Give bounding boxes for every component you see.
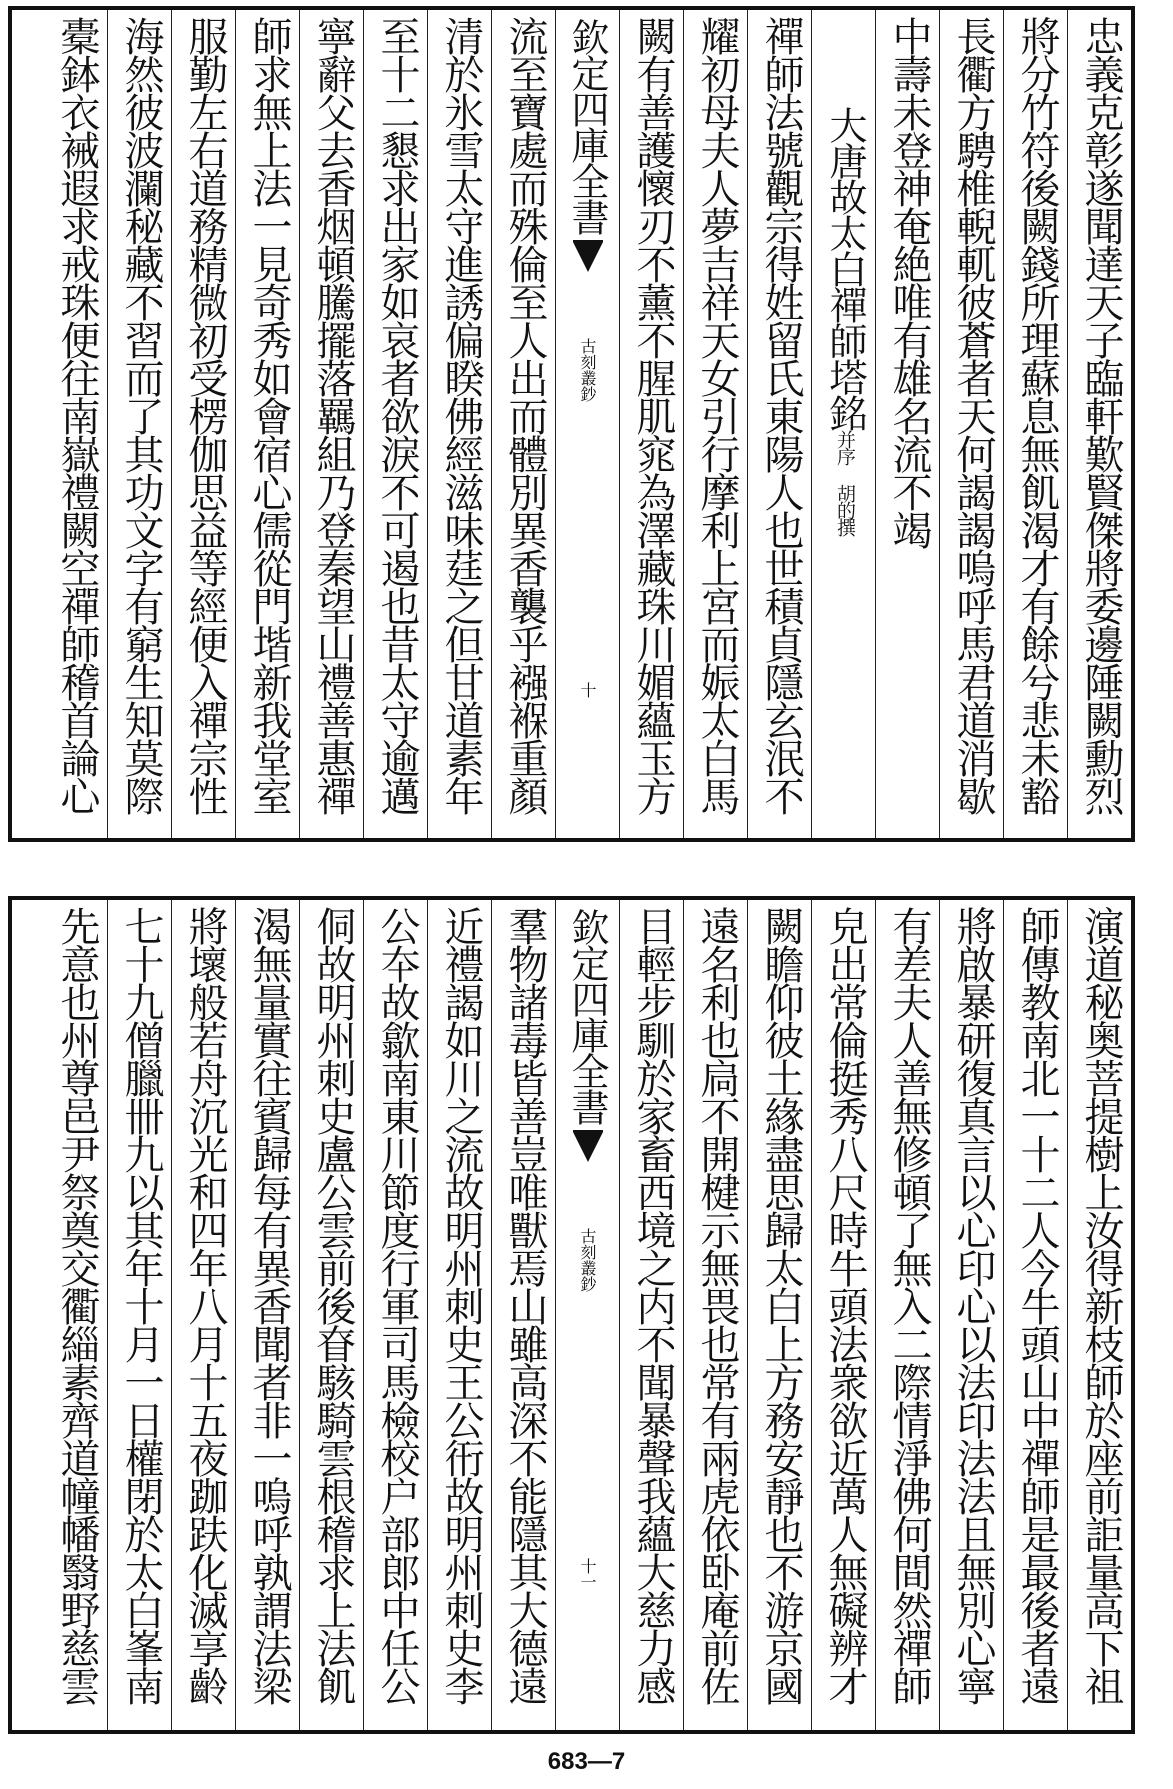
text-column	[619, 10, 683, 838]
text-column	[811, 900, 875, 1730]
text-column	[43, 10, 107, 838]
text-column	[171, 10, 235, 838]
text-column	[363, 900, 427, 1730]
text-column	[491, 10, 555, 838]
column-text: 師傳教南北一十二人今牛頭山中禪師是最後者遠	[1014, 906, 1060, 1704]
text-column	[43, 900, 107, 1730]
text-column	[875, 900, 939, 1730]
text-column	[235, 900, 299, 1730]
column-text: 近禮謁如川之流故明州刺史王公衎故明州刺史李	[438, 906, 484, 1704]
column-text: 侗故明州刺史盧公雲前後眘駭騎雲根稽求上法飢	[310, 906, 356, 1704]
text-column	[747, 900, 811, 1730]
text-column	[1067, 900, 1131, 1730]
column-text: 寧辭父去香烟頓騰擺落羈組乃登秦望山禮善惠禪	[310, 16, 356, 814]
text-column	[619, 900, 683, 1730]
text-column	[107, 900, 171, 1730]
text-column	[235, 10, 299, 838]
column-text: 演道秘奥菩提樹上汝得新枝師於座前詎量高下祖	[1078, 906, 1124, 1704]
column-text: 皃出常倫挺秀八尺時牛頭法衆欲近萬人無礙辨才	[822, 906, 868, 1704]
column-text: 羣物諸毒皆善豈唯獸焉山雖高深不能隱其大德遠	[502, 906, 548, 1704]
column-text: 大唐故太白禪師塔銘	[823, 106, 867, 430]
column-text: 闕瞻仰彼土緣盡思歸太白上方務安靜也不游京國	[758, 906, 804, 1704]
column-text: 七十九僧臘卌九以其年十月一日權閉於太白峯南	[118, 906, 164, 1704]
column-text: 闕有善護懷刃不薰不腥肌窕為澤藏珠川媚蘊玉方	[630, 16, 676, 814]
text-column	[107, 10, 171, 838]
text-column	[171, 900, 235, 1730]
bottom-page-panel	[8, 896, 1135, 1734]
column-text: 將分竹符後闕錢所理蘇息無飢渴才有餘兮悲未豁	[1014, 16, 1060, 814]
column-text: 公夲故歙南東川節度行軍司馬檢校户部郎中任公	[374, 906, 420, 1704]
column-text: 師求無上法一見奇秀如會宿心儒從門堦新我堂室	[246, 16, 292, 814]
banner-leaf-number: 十	[578, 682, 597, 698]
text-column	[427, 900, 491, 1730]
column-text: 先意也州尊邑尹祭奠交衢緇素齊道幢幡翳野慈雲	[54, 906, 100, 1704]
top-page-panel	[8, 6, 1135, 842]
text-column	[939, 900, 1003, 1730]
banner-source-title: 古刻叢鈔	[578, 338, 597, 402]
column-text: 至十二懇求出家如哀者欲淚不可遏也昔太守逾邁	[374, 16, 420, 814]
author-note: 并序 胡的撰	[834, 430, 856, 535]
column-text: 遠名利也扃不開楗示無畏也常有兩虎依卧庵前佐	[694, 906, 740, 1704]
column-text: 將啟暴研復真言以心印心以法印法法且無別心寧	[950, 906, 996, 1704]
bottom-columns	[12, 900, 1131, 1730]
column-text: 有差夫人善無修頓了無入二際情淨佛何間然禪師	[886, 906, 932, 1704]
margin-banner	[555, 900, 619, 1730]
column-text: 流至寶處而殊倫至人出而體別異香襲乎襁褓重顏	[502, 16, 548, 814]
column-text: 清於氷雪太守進誘偏睽佛經滋味莛之但甘道素年	[438, 16, 484, 814]
text-column	[875, 10, 939, 838]
text-column	[683, 900, 747, 1730]
column-text: 橐鉢衣裓遐求戒珠便往南嶽禮闕空禪師稽首論心	[54, 16, 100, 814]
text-column	[747, 10, 811, 838]
text-column	[491, 900, 555, 1730]
fishtail-mark-icon	[573, 240, 603, 288]
column-text: 禪師法號觀宗得姓留氏東陽人也世積貞隱玄泯不	[758, 16, 804, 814]
margin-banner	[555, 10, 619, 838]
fishtail-mark-icon	[573, 1130, 603, 1178]
inscription-title-column	[811, 10, 875, 838]
banner-book-title: 欽定四庫全書	[565, 18, 609, 234]
text-column	[939, 10, 1003, 838]
text-column	[427, 10, 491, 838]
column-text: 海然彼波瀾秘藏不習而了其功文字有窮生知莫際	[118, 16, 164, 814]
text-column	[363, 10, 427, 838]
banner-source-title: 古刻叢鈔	[578, 1228, 597, 1292]
text-column	[1067, 10, 1131, 838]
column-text: 長衢方騁椎輗軏彼蒼者天何謁謁嗚呼馬君道消歇	[950, 16, 996, 814]
banner-book-title: 欽定四庫全書	[565, 908, 609, 1124]
page-number: 683—7	[547, 1748, 626, 1775]
column-text: 將壞般若舟沉光和四年八月十五夜跏趺化滅享齡	[182, 906, 228, 1704]
column-text: 耀初母夫人夢吉祥天女引行摩利上宮而娠太白馬	[694, 16, 740, 814]
text-column	[1003, 10, 1067, 838]
column-text: 渴無量實往賓歸每有異香聞者非一嗚呼孰謂法梁	[246, 906, 292, 1704]
banner-leaf-number: 十一	[578, 1558, 597, 1590]
column-text: 服勤左右道務精微初受楞伽思益等經便入禪宗性	[182, 16, 228, 814]
text-column	[299, 10, 363, 838]
top-columns	[12, 10, 1131, 838]
column-text: 忠義克彰遂聞達天子臨軒歎賢傑將委邊陲闕勳烈	[1078, 16, 1124, 814]
text-column	[1003, 900, 1067, 1730]
column-text: 目輕步馴於家畜西境之内不聞暴聲我蘊大慈力感	[630, 906, 676, 1704]
text-column	[299, 900, 363, 1730]
column-text: 中壽未登神奄絶唯有雄名流不竭	[886, 16, 932, 548]
text-column	[683, 10, 747, 838]
